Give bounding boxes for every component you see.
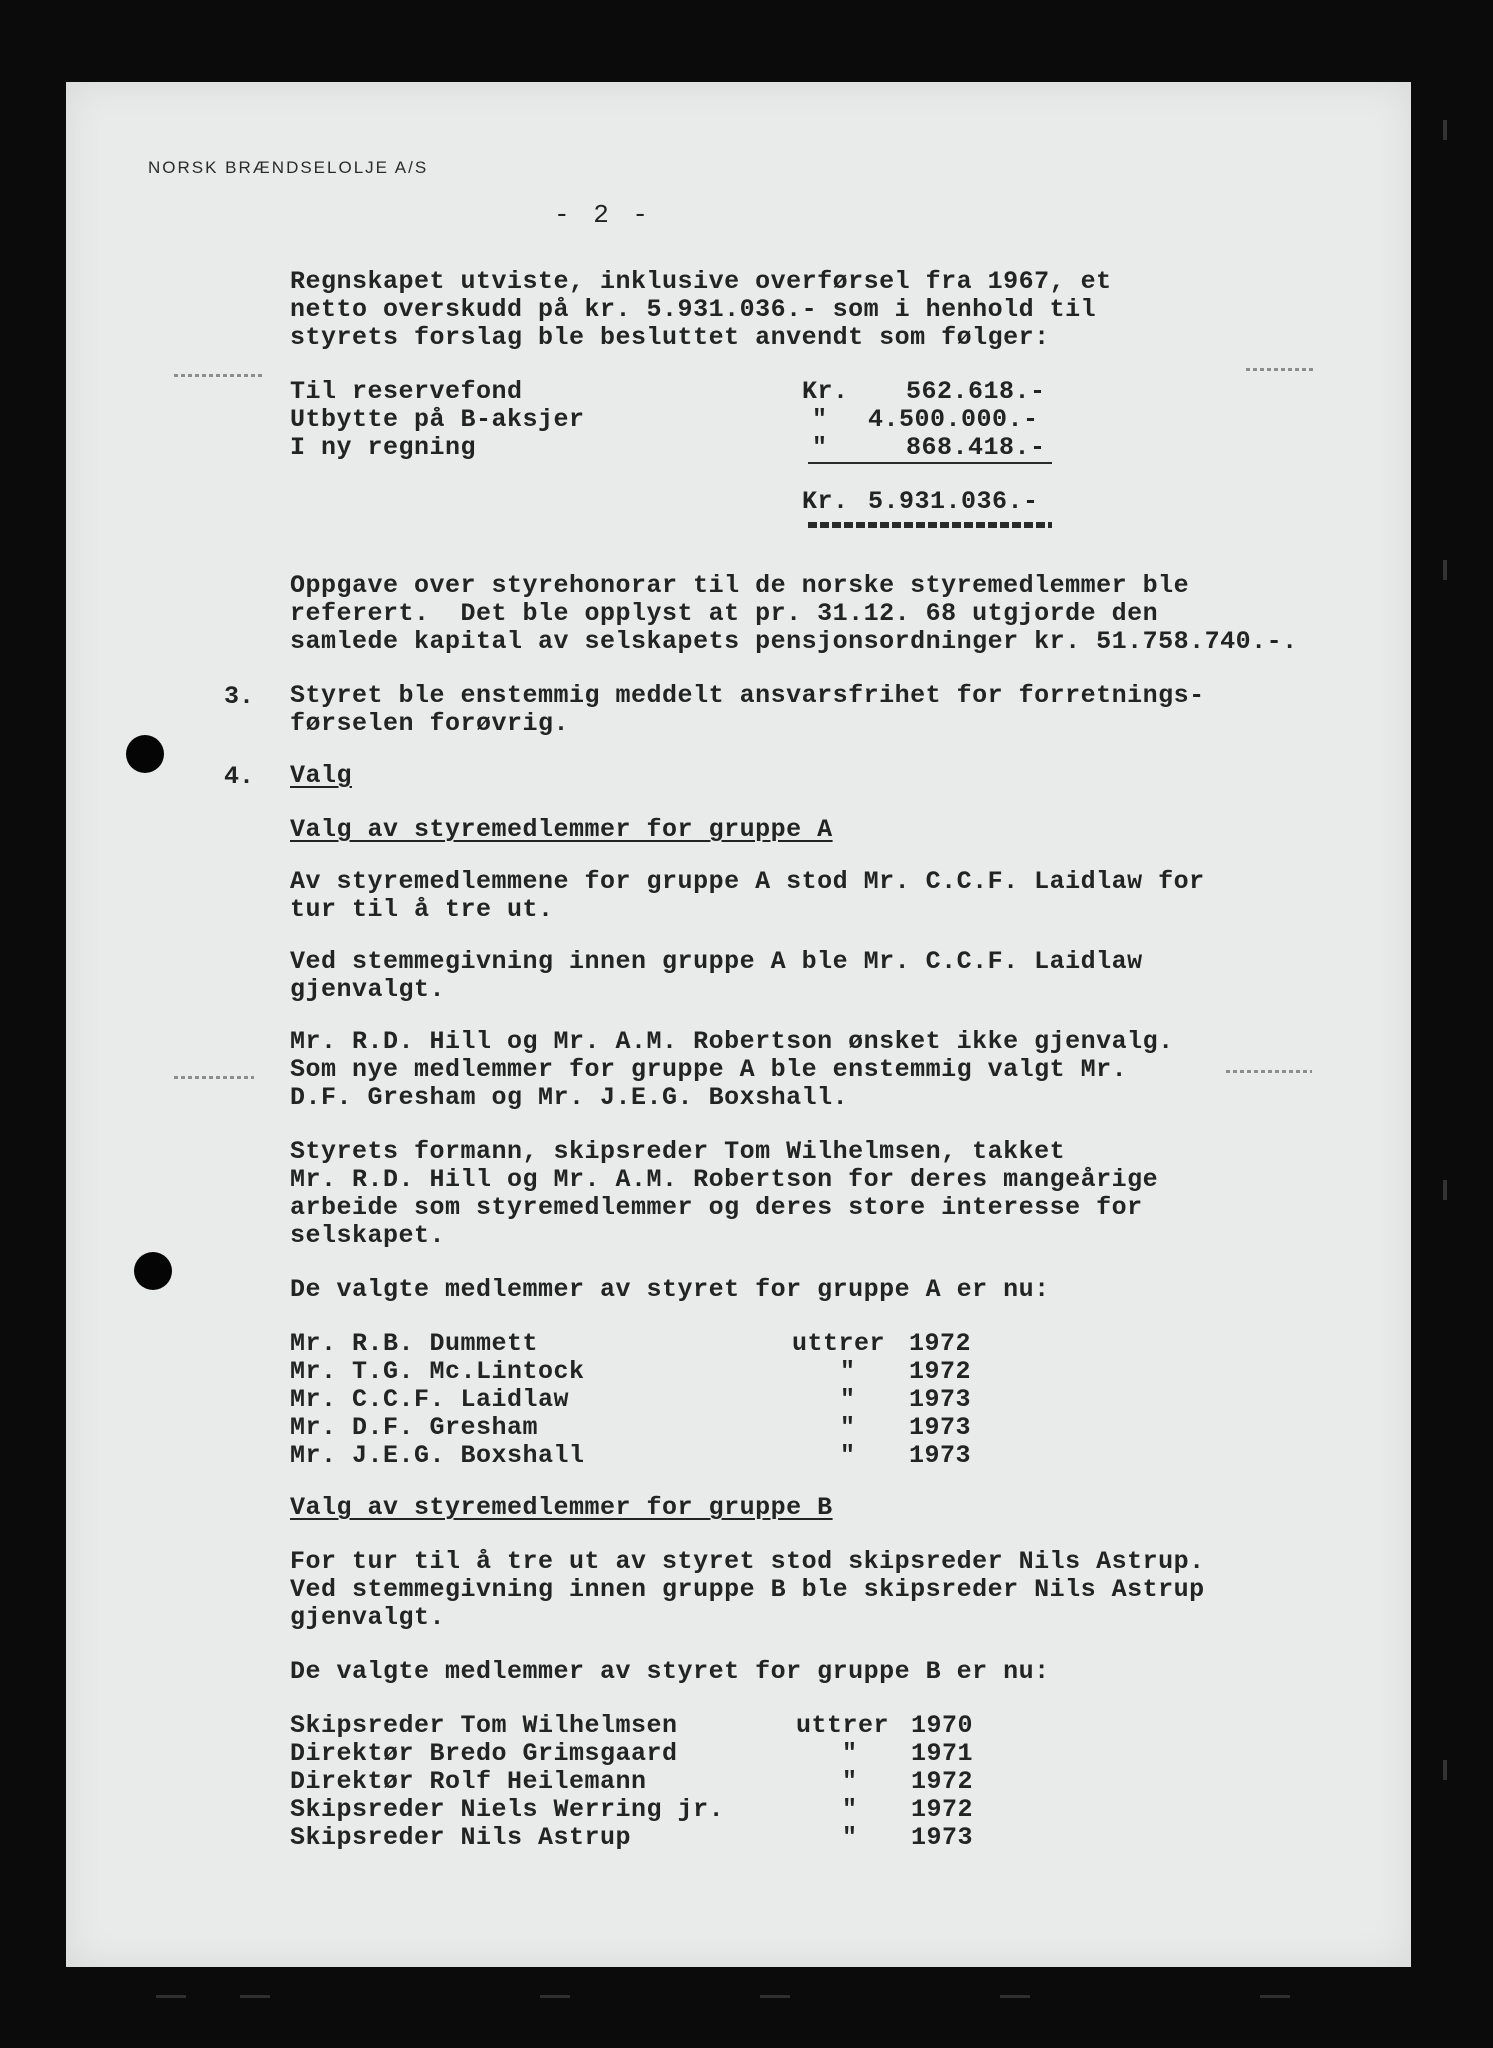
margin-mark <box>174 374 264 377</box>
member-year: 1971 <box>911 1739 974 1768</box>
intro-line: Regnskapet utviste, inklusive overførsel fra 1967, et <box>290 267 1112 296</box>
member-year: 1972 <box>911 1767 974 1796</box>
scanner-mark <box>240 1995 270 1998</box>
member-mark: uttrer <box>792 1329 886 1358</box>
member-name: Skipsreder Nils Astrup <box>290 1823 632 1852</box>
member-name: Direktør Rolf Heilemann <box>290 1767 647 1796</box>
margin-mark <box>1226 1070 1312 1073</box>
member-year: 1973 <box>909 1385 972 1414</box>
subsection-heading: Valg av styremedlemmer for gruppe B <box>290 1493 833 1522</box>
honorar-line: Oppgave over styrehonorar til de norske styremedlemmer ble <box>290 571 1190 600</box>
paragraph-line: Mr. R.D. Hill og Mr. A.M. Robertson for deres mangeårige <box>290 1165 1159 1194</box>
item3-line: Styret ble enstemmig meddelt ansvarsfrihet for forretnings- <box>290 681 1205 710</box>
edge-mark <box>1443 560 1447 580</box>
edge-mark <box>1443 1180 1447 1200</box>
intro-line: netto overskudd på kr. 5.931.036.- som i henhold til <box>290 295 1097 324</box>
member-mark: uttrer <box>796 1711 890 1740</box>
member-name: Mr. R.B. Dummett <box>290 1329 539 1358</box>
member-name: Skipsreder Tom Wilhelmsen <box>290 1711 678 1740</box>
intro-line: styrets forslag ble besluttet anvendt som følger: <box>290 323 1050 352</box>
page-number: - 2 - <box>554 200 653 230</box>
member-year: 1970 <box>911 1711 974 1740</box>
member-year: 1973 <box>911 1823 974 1852</box>
member-name: Mr. T.G. Mc.Lintock <box>290 1357 585 1386</box>
member-name: Skipsreder Niels Werring jr. <box>290 1795 725 1824</box>
allocation-amount: 4.500.000.- <box>868 405 1039 434</box>
allocation-label: Utbytte på B-aksjer <box>290 405 585 434</box>
member-name: Mr. D.F. Gresham <box>290 1413 539 1442</box>
member-mark: " <box>842 1739 858 1768</box>
paragraph-line: selskapet. <box>290 1221 446 1250</box>
paragraph-line: gjenvalgt. <box>290 1603 446 1632</box>
scanner-mark <box>760 1995 790 1998</box>
member-mark: " <box>842 1823 858 1852</box>
edge-mark <box>1443 120 1447 140</box>
member-mark: " <box>842 1795 858 1824</box>
total-prefix: Kr. <box>802 487 849 516</box>
members-intro: De valgte medlemmer av styret for gruppe A er nu: <box>290 1275 1050 1304</box>
paragraph-line: For tur til å tre ut av styret stod skipsreder Nils Astrup. <box>290 1547 1205 1576</box>
paragraph-line: Ved stemmegivning innen gruppe A ble Mr. C.C.F. Laidlaw <box>290 947 1143 976</box>
paragraph-line: Som nye medlemmer for gruppe A ble enstemmig valgt Mr. <box>290 1055 1128 1084</box>
total-amount: 5.931.036.- <box>868 487 1039 516</box>
member-name: Mr. J.E.G. Boxshall <box>290 1441 585 1470</box>
punch-hole <box>134 1252 172 1290</box>
allocation-label: Til reservefond <box>290 377 523 406</box>
member-year: 1972 <box>909 1357 972 1386</box>
honorar-line: referert. Det ble opplyst at pr. 31.12. 68 utgjorde den <box>290 599 1159 628</box>
members-intro: De valgte medlemmer av styret for gruppe B er nu: <box>290 1657 1050 1686</box>
member-year: 1972 <box>909 1329 972 1358</box>
honorar-line: samlede kapital av selskapets pensjonsordninger kr. 51.758.740.-. <box>290 627 1298 656</box>
scanner-mark <box>1260 1995 1290 1998</box>
paragraph-line: Ved stemmegivning innen gruppe B ble skipsreder Nils Astrup <box>290 1575 1205 1604</box>
paragraph-line: gjenvalgt. <box>290 975 446 1004</box>
scanner-border <box>1420 40 1493 2000</box>
member-name: Mr. C.C.F. Laidlaw <box>290 1385 570 1414</box>
member-name: Direktør Bredo Grimsgaard <box>290 1739 678 1768</box>
scanner-mark <box>1000 1995 1030 1998</box>
letterhead: NORSK BRÆNDSELOLJE A/S <box>148 158 429 177</box>
document-page <box>66 82 1411 1967</box>
scanner-mark <box>156 1995 186 1998</box>
allocation-label: I ny regning <box>290 433 477 462</box>
allocation-prefix: " <box>812 405 828 434</box>
member-mark: " <box>840 1357 856 1386</box>
section-heading: Valg <box>290 761 353 790</box>
paragraph-line: arbeide som styremedlemmer og deres store interesse for <box>290 1193 1143 1222</box>
allocation-prefix: Kr. <box>802 377 849 406</box>
member-mark: " <box>842 1767 858 1796</box>
member-mark: " <box>840 1385 856 1414</box>
margin-mark <box>1246 368 1316 371</box>
paragraph-line: D.F. Gresham og Mr. J.E.G. Boxshall. <box>290 1083 849 1112</box>
allocation-amount: 868.418.- <box>906 433 1046 462</box>
member-mark: " <box>840 1441 856 1470</box>
member-year: 1972 <box>911 1795 974 1824</box>
paragraph-line: tur til å tre ut. <box>290 895 554 924</box>
allocation-amount: 562.618.- <box>906 377 1046 406</box>
paragraph-line: Av styremedlemmene for gruppe A stod Mr. C.C.F. Laidlaw for <box>290 867 1205 896</box>
member-year: 1973 <box>909 1413 972 1442</box>
sum-rule <box>808 462 1052 464</box>
member-year: 1973 <box>909 1441 972 1470</box>
item-number: 3. <box>224 682 255 711</box>
subsection-heading: Valg av styremedlemmer for gruppe A <box>290 815 833 844</box>
member-mark: " <box>840 1413 856 1442</box>
margin-mark <box>174 1076 254 1079</box>
double-rule <box>808 522 1052 528</box>
punch-hole <box>126 735 164 773</box>
edge-mark <box>1443 1760 1447 1780</box>
item-number: 4. <box>224 762 255 791</box>
paragraph-line: Styrets formann, skipsreder Tom Wilhelmsen, takket <box>290 1137 1066 1166</box>
paragraph-line: Mr. R.D. Hill og Mr. A.M. Robertson ønsket ikke gjenvalg. <box>290 1027 1174 1056</box>
item3-line: førselen forøvrig. <box>290 709 570 738</box>
scanner-mark <box>540 1995 570 1998</box>
allocation-prefix: " <box>812 433 828 462</box>
